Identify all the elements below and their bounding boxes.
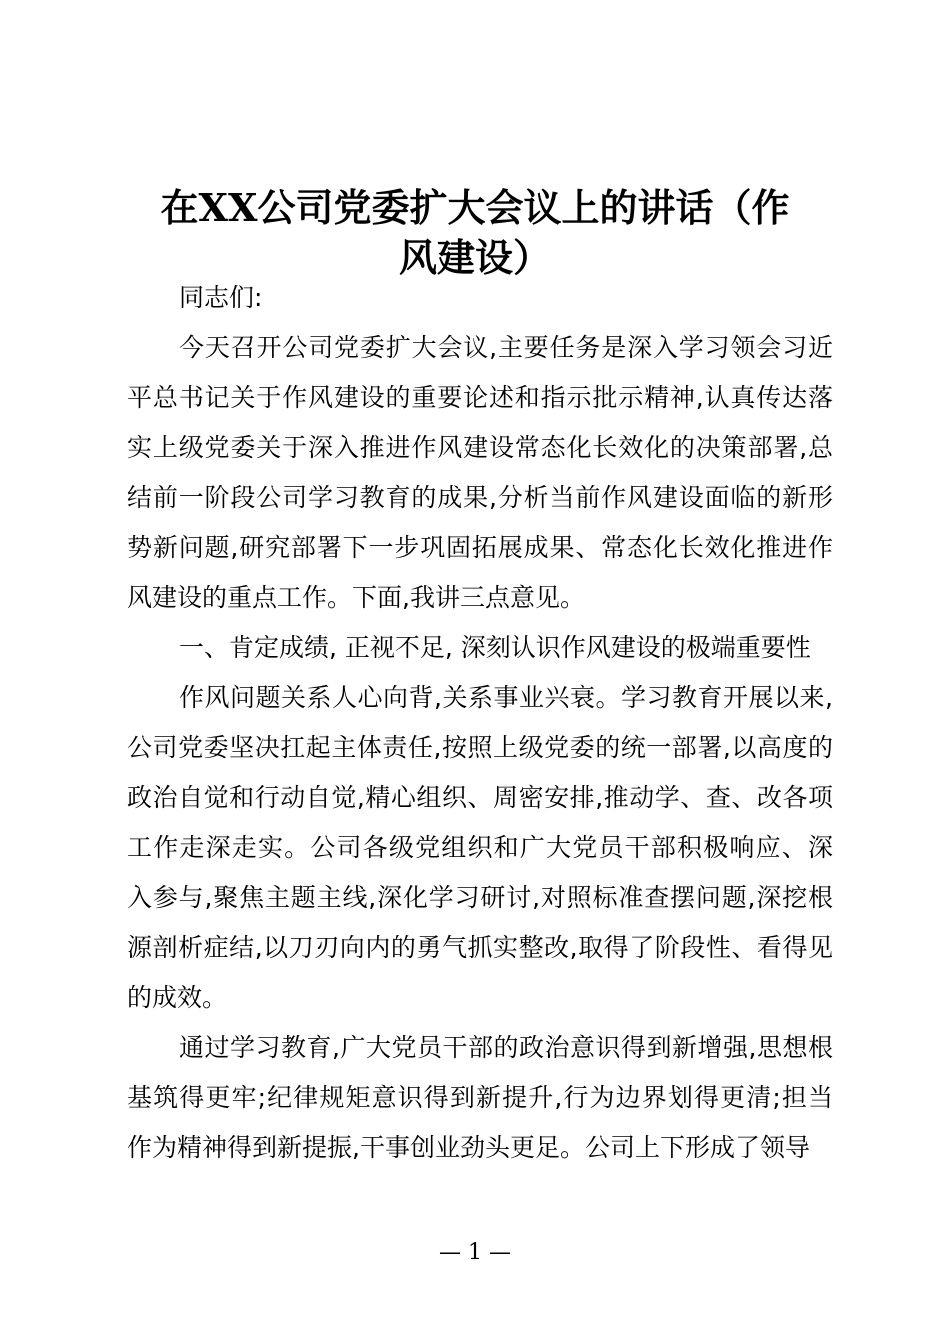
text-line: 作为精神得到新提振,干事创业劲头更足。公司上下形成了领导 (127, 1133, 810, 1162)
text-line: 公司党委坚决扛起主体责任,按照上级党委的统一部署,以高度的 (127, 733, 833, 762)
section-heading (127, 623, 833, 673)
text-line: 源剖析症结,以刀刃向内的勇气抓实整改,取得了阶段性、看得见 (127, 933, 833, 962)
text-line: 势新问题,研究部署下一步巩固拓展成果、常态化长效化推进作 (127, 533, 833, 562)
text-line: 作风问题关系人心向背,关系事业兴衰。学习教育开展以来, (179, 683, 833, 712)
text-line: 同志们: (179, 283, 263, 312)
text-line: 实上级党委关于深入推进作风建设常态化长效化的决策部署,总 (127, 433, 833, 462)
text-line: 入参与,聚焦主题主线,深化学习研讨,对照标准查摆问题,深挖根 (127, 883, 833, 912)
text-line: 今天召开公司党委扩大会议,主要任务是深入学习领会习近 (179, 333, 833, 362)
document-title-line-1: 在XX公司党委扩大会议上的讲话（作 (160, 185, 790, 230)
text-line: 平总书记关于作风建设的重要论述和指示批示精神,认真传达落 (127, 383, 833, 412)
text-line: 通过学习教育,广大党员干部的政治意识得到新增强,思想根 (179, 1033, 833, 1062)
text-line: 的成效。 (127, 983, 228, 1012)
text-line: 风建设的重点工作。下面,我讲三点意见。 (127, 583, 585, 612)
text-line: 工作走深走实。公司各级党组织和广大党员干部积极响应、深 (127, 833, 833, 862)
page-number: — 1 — (439, 1240, 511, 1265)
paragraph (127, 323, 833, 623)
text-line: 政治自觉和行动自觉,精心组织、周密安排,推动学、查、改各项 (127, 783, 833, 812)
document-title-line-2: 风建设） (398, 235, 551, 280)
document-body (127, 273, 833, 1173)
paragraph (127, 273, 833, 323)
paragraph (127, 673, 833, 1023)
text-line: 一、肯定成绩, 正视不足, 深刻认识作风建设的极端重要性 (179, 633, 811, 662)
paragraph (127, 1023, 833, 1173)
text-line: 基筑得更牢;纪律规矩意识得到新提升,行为边界划得更清;担当 (127, 1083, 833, 1112)
text-line: 结前一阶段公司学习教育的成果,分析当前作风建设面临的新形 (127, 483, 833, 512)
